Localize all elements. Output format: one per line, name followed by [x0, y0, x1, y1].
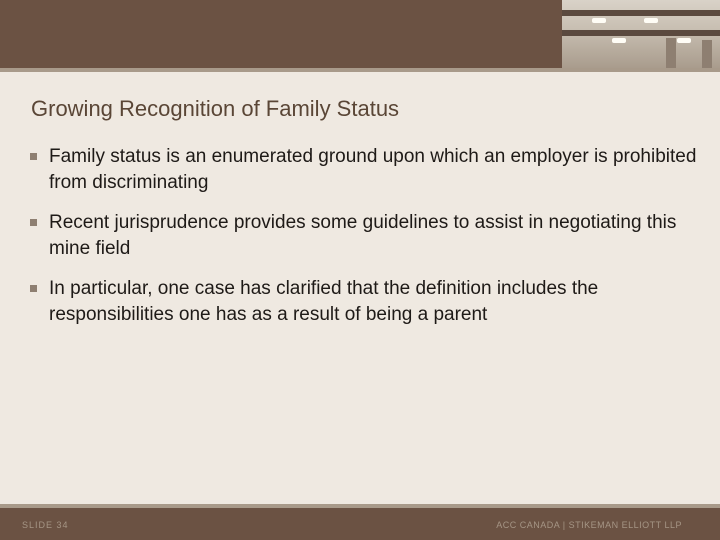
- slide-number: SLIDE 34: [22, 520, 69, 530]
- ceiling-beam: [562, 30, 720, 36]
- ceiling-beam: [562, 10, 720, 16]
- header-photo: [562, 0, 720, 68]
- bullet-square-icon: [30, 153, 37, 160]
- bullet-text: In particular, one case has clarified that the definition includes the responsibilities one has as a result of being a parent: [49, 278, 599, 325]
- building-column: [702, 40, 712, 68]
- bullet-item: [30, 210, 700, 262]
- bullet-text: Recent jurisprudence provides some guidelines to assist in negotiating this mine field: [49, 212, 677, 259]
- slide-title: Growing Recognition of Family Status: [31, 96, 400, 121]
- bullet-text: Family status is an enumerated ground upon which an employer is prohibited from discriminating: [49, 146, 697, 193]
- bullet-square-icon: [30, 219, 37, 226]
- ceiling-light: [592, 18, 606, 23]
- bullet-list: [30, 144, 700, 342]
- ceiling-light: [677, 38, 691, 43]
- bullet-square-icon: [30, 285, 37, 292]
- bullet-item: [30, 276, 700, 328]
- ceiling-light: [612, 38, 626, 43]
- building-column: [666, 38, 676, 68]
- header-rule: [0, 68, 720, 72]
- ceiling-light: [644, 18, 658, 23]
- bullet-item: [30, 144, 700, 196]
- footer-firm-text: ACC CANADA | STIKEMAN ELLIOTT LLP: [496, 520, 682, 530]
